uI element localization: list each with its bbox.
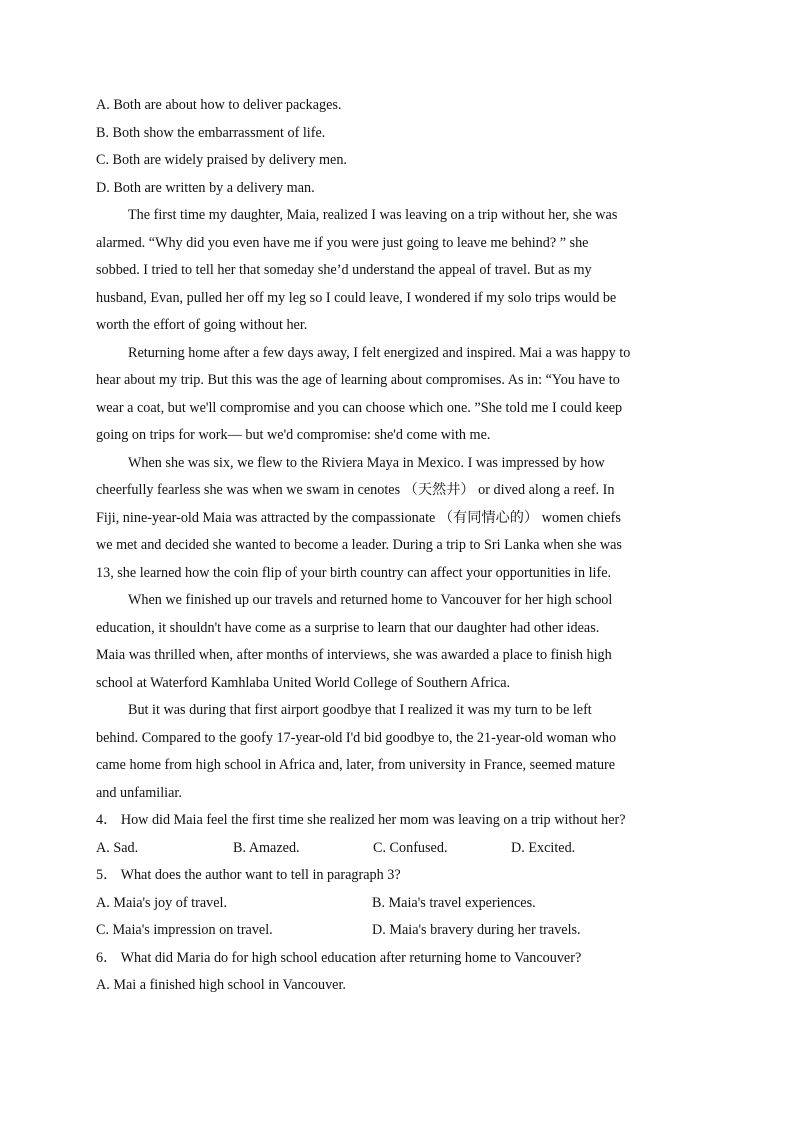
text-line: came home from high school in Africa and, later, from university in France, seemed mature [96,757,616,773]
option-a: A. Maia's joy of travel. [96,894,227,911]
option-a: A. Mai a finished high school in Vancouver. [96,977,346,993]
text-line: wear a coat, but we'll compromise and you can choose which one. ”She told me I could keep [96,399,623,416]
option-b: B. Both show the embarrassment of life. [96,124,326,141]
option-c: C. Maia's impression on travel. [96,922,273,938]
option-c: C. Both are widely praised by delivery men. [96,152,347,168]
text-line: cheerfully fearless she was when we swam in cenotes （天然井） or dived along a reef. In [96,482,615,498]
option-b: B. Amazed. [233,839,300,856]
paragraph-4 [96,587,700,697]
option-d: D. Excited. [511,839,576,856]
text-line: Returning home after a few days away, I felt energized and inspired. Mai a was happy to [128,344,631,361]
text-line: 13, she learned how the coin flip of your birth country can affect your opportunities in life. [96,564,612,581]
text-line: and unfamiliar. [96,784,182,801]
question-stem: 4． How did Maia feel the first time she realized her mom was leaving on a trip without her? [96,812,626,828]
text-line: alarmed. “Why did you even have me if you were just going to leave me behind? ” she [96,234,589,251]
text-line: husband, Evan, pulled her off my leg so I could leave, I wondered if my solo trips would be [96,289,617,306]
question-4 [96,807,700,862]
text-line: going on trips for work— but we'd compromise: she'd come with me. [96,427,491,443]
question-5 [96,862,700,945]
text-line: When she was six, we flew to the Riviera Maya in Mexico. I was impressed by how [128,454,605,471]
text-line: Fiji, nine-year-old Maia was attracted by the compassionate （有同情心的） women chiefs [96,509,621,526]
previous-question-options [96,92,700,202]
option-b: B. Maia's travel experiences. [372,894,536,911]
text-line: behind. Compared to the goofy 17-year-old I'd bid goodbye to, the 21-year-old woman who [96,729,617,746]
question-options-row-2 [96,917,700,945]
text-line: we met and decided she wanted to become a leader. During a trip to Sri Lanka when she was [96,537,622,553]
paragraph-3 [96,450,700,588]
text-line: Maia was thrilled when, after months of interviews, she was awarded a place to finish high [96,647,612,663]
text-line: education, it shouldn't have come as a surprise to learn that our daughter had other ideas. [96,619,600,636]
question-options-row-1 [96,890,700,918]
question-options [96,835,700,863]
reading-passage [96,202,700,807]
text-line: hear about my trip. But this was the age of learning about compromises. As in: “You have to [96,372,620,388]
paragraph-5 [96,697,700,807]
text-line: school at Waterford Kamhlaba United World College of Southern Africa. [96,674,511,691]
document-page [96,92,700,1000]
question-stem: 6． What did Maria do for high school education after returning home to Vancouver? [96,949,582,966]
option-d: D. Both are written by a delivery man. [96,179,315,196]
option-a: A. Sad. [96,839,139,856]
paragraph-2 [96,340,700,450]
paragraph-1 [96,202,700,340]
text-line: sobbed. I tried to tell her that someday she’d understand the appeal of travel. But as my [96,262,592,278]
option-d: D. Maia's bravery during her travels. [372,922,581,938]
question-6 [96,945,700,1000]
text-line: worth the effort of going without her. [96,317,308,333]
text-line: When we finished up our travels and returned home to Vancouver for her high school [128,592,613,608]
text-line: The first time my daughter, Maia, realized I was leaving on a trip without her, she was [128,207,618,223]
option-a: A. Both are about how to deliver packages. [96,97,342,113]
question-stem: 5． What does the author want to tell in paragraph 3? [96,867,401,883]
option-c: C. Confused. [373,839,448,856]
text-line: But it was during that first airport goodbye that I realized it was my turn to be left [128,702,592,718]
